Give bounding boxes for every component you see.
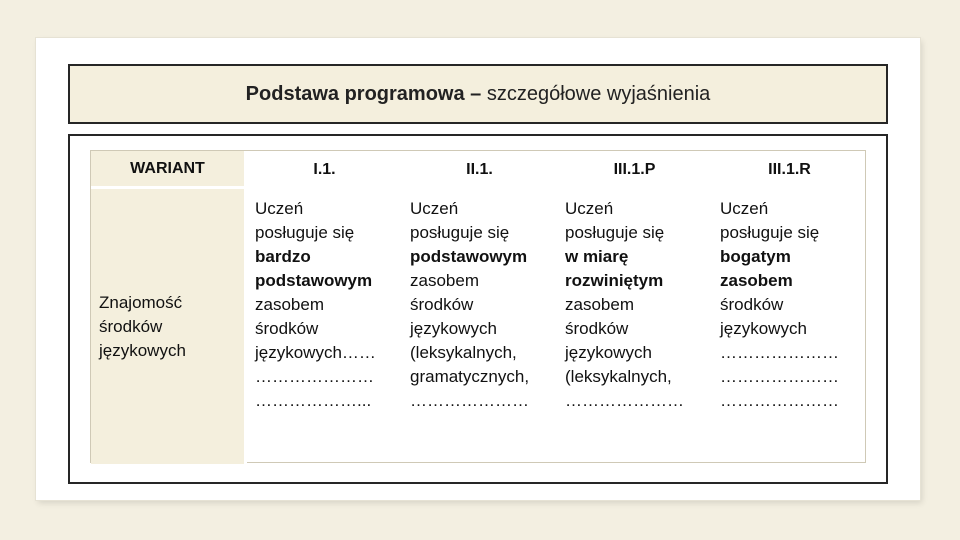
cell-iii1r: [712, 189, 867, 464]
cell-ii1: [402, 189, 557, 464]
cell-line: zasobem: [255, 295, 324, 314]
cell-line: bogatym: [720, 247, 791, 266]
cell-line: środków: [565, 319, 629, 338]
title-bold: Podstawa programowa –: [245, 82, 482, 105]
cell-line: posługuje się: [255, 223, 355, 242]
header-wariant: WARIANT: [91, 151, 247, 189]
cell-i1: [247, 189, 402, 464]
title-rest: szczegółowe wyjaśnienia: [481, 82, 711, 105]
cell-line: bardzo: [255, 247, 311, 266]
cell-line: środków: [255, 319, 319, 338]
header-iii1p: III.1.P: [613, 161, 656, 178]
cell-line: zasobem: [720, 271, 793, 290]
cell-line: ………………...: [255, 391, 372, 410]
cell-line: Uczeń: [565, 199, 614, 218]
row-label-cell: [91, 189, 247, 464]
cell-line: rozwiniętym: [565, 271, 664, 290]
slide-title: [68, 64, 888, 124]
cell-line: językowych: [565, 343, 652, 362]
cell-line: posługuje się: [565, 223, 665, 242]
cell-line: podstawowym: [255, 271, 373, 290]
cell-line: Uczeń: [720, 199, 769, 218]
cell-line: środków: [720, 295, 784, 314]
cell-line: podstawowym: [410, 247, 528, 266]
row-label-line: Znajomość: [99, 292, 183, 312]
cell-line: …………………: [255, 367, 374, 386]
cell-line: w miarę: [565, 247, 629, 266]
cell-line: (leksykalnych,: [565, 367, 672, 386]
cell-iii1p: [557, 189, 712, 464]
header-iii1r: III.1.R: [768, 161, 811, 178]
cell-line: zasobem: [410, 271, 479, 290]
cell-line: …………………: [410, 391, 529, 410]
cell-line: językowych: [720, 319, 807, 338]
cell-line: …………………: [565, 391, 684, 410]
cell-line: zasobem: [565, 295, 634, 314]
row-label-line: językowych: [99, 340, 186, 360]
cell-line: Uczeń: [410, 199, 459, 218]
requirements-table: [90, 150, 866, 463]
table-frame: [68, 134, 888, 484]
cell-line: gramatycznych,: [410, 367, 530, 386]
row-label-line: środków: [99, 316, 163, 336]
cell-line: …………………: [720, 391, 839, 410]
cell-line: (leksykalnych,: [410, 343, 517, 362]
cell-line: posługuje się: [720, 223, 820, 242]
cell-line: Uczeń: [255, 199, 304, 218]
header-ii1: II.1.: [466, 161, 493, 178]
cell-line: językowych……: [255, 343, 376, 362]
cell-line: środków: [410, 295, 474, 314]
cell-line: językowych: [410, 319, 497, 338]
header-i1: I.1.: [313, 161, 336, 178]
cell-line: …………………: [720, 343, 839, 362]
cell-line: posługuje się: [410, 223, 510, 242]
cell-line: …………………: [720, 367, 839, 386]
